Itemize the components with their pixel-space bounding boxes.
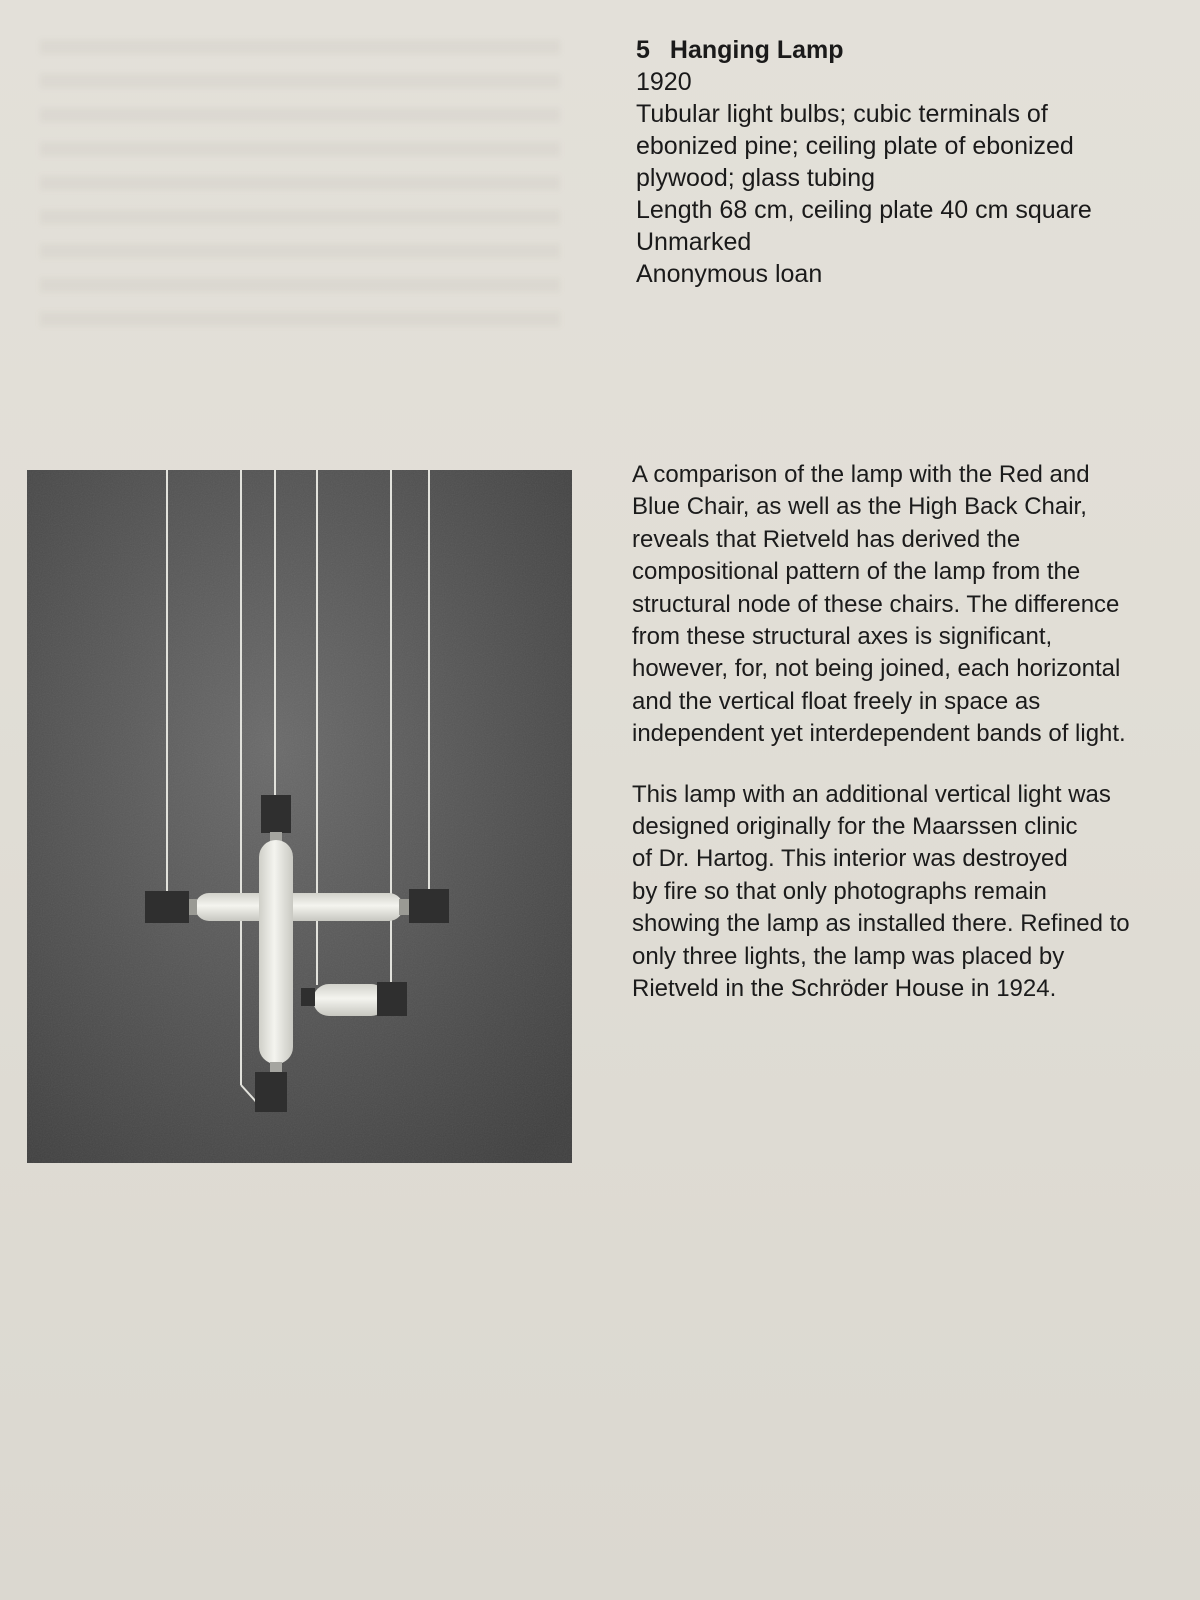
text-line: of Dr. Hartog. This interior was destroyed bbox=[632, 845, 1068, 873]
entry-date: 1920 bbox=[636, 68, 692, 96]
text-line: compositional pattern of the lamp from the bbox=[632, 558, 1081, 586]
entry-marks: Unmarked bbox=[636, 228, 752, 256]
terminal-cube-top bbox=[261, 795, 291, 833]
terminal-cube-bottom bbox=[255, 1072, 287, 1112]
text-line: independent yet interdependent bands of light. bbox=[632, 720, 1126, 748]
entry-materials-line: ebonized pine; ceiling plate of ebonized bbox=[636, 132, 1074, 160]
entry-heading bbox=[636, 34, 1176, 66]
terminal-cube-small-right bbox=[377, 982, 407, 1016]
text-line: showing the lamp as installed there. Refined to bbox=[632, 910, 1130, 938]
entry-number: 5 bbox=[636, 36, 650, 64]
text-line: from these structural axes is significant, bbox=[632, 623, 1053, 651]
entry-materials-line: plywood; glass tubing bbox=[636, 164, 876, 192]
reverse-side-bleed bbox=[40, 40, 560, 340]
terminal-cube-left bbox=[145, 891, 189, 923]
commentary-text bbox=[632, 459, 1192, 1034]
text-line: Blue Chair, as well as the High Back Chair, bbox=[632, 493, 1087, 521]
text-line: however, for, not being joined, each horizontal bbox=[632, 655, 1121, 683]
hanging-lamp-image bbox=[27, 470, 572, 1163]
text-line: and the vertical float freely in space as bbox=[632, 687, 1041, 715]
terminal-cube-right bbox=[409, 889, 449, 923]
text-line: only three lights, the lamp was placed by bbox=[632, 942, 1065, 970]
lamp-photograph bbox=[27, 470, 572, 1163]
text-line: designed originally for the Maarssen clinic bbox=[632, 813, 1078, 841]
commentary-paragraph-2 bbox=[632, 779, 1192, 1006]
text-line: This lamp with an additional vertical light was bbox=[632, 780, 1111, 808]
text-line: reveals that Rietveld has derived the bbox=[632, 525, 1021, 553]
text-line: A comparison of the lamp with the Red and bbox=[632, 461, 1090, 488]
text-line: structural node of these chairs. The difference bbox=[632, 590, 1120, 618]
commentary-paragraph-1 bbox=[632, 459, 1192, 751]
entry-materials-line: Tubular light bulbs; cubic terminals of bbox=[636, 100, 1048, 128]
text-line: Rietveld in the Schröder House in 1924. bbox=[632, 975, 1057, 1003]
text-line: by fire so that only photographs remain bbox=[632, 877, 1047, 905]
entry-title: Hanging Lamp bbox=[669, 36, 844, 64]
catalog-entry bbox=[636, 34, 1176, 290]
terminal-cube-small-left bbox=[301, 988, 315, 1006]
entry-credit: Anonymous loan bbox=[636, 260, 823, 288]
entry-dimensions: Length 68 cm, ceiling plate 40 cm square bbox=[636, 196, 1092, 224]
